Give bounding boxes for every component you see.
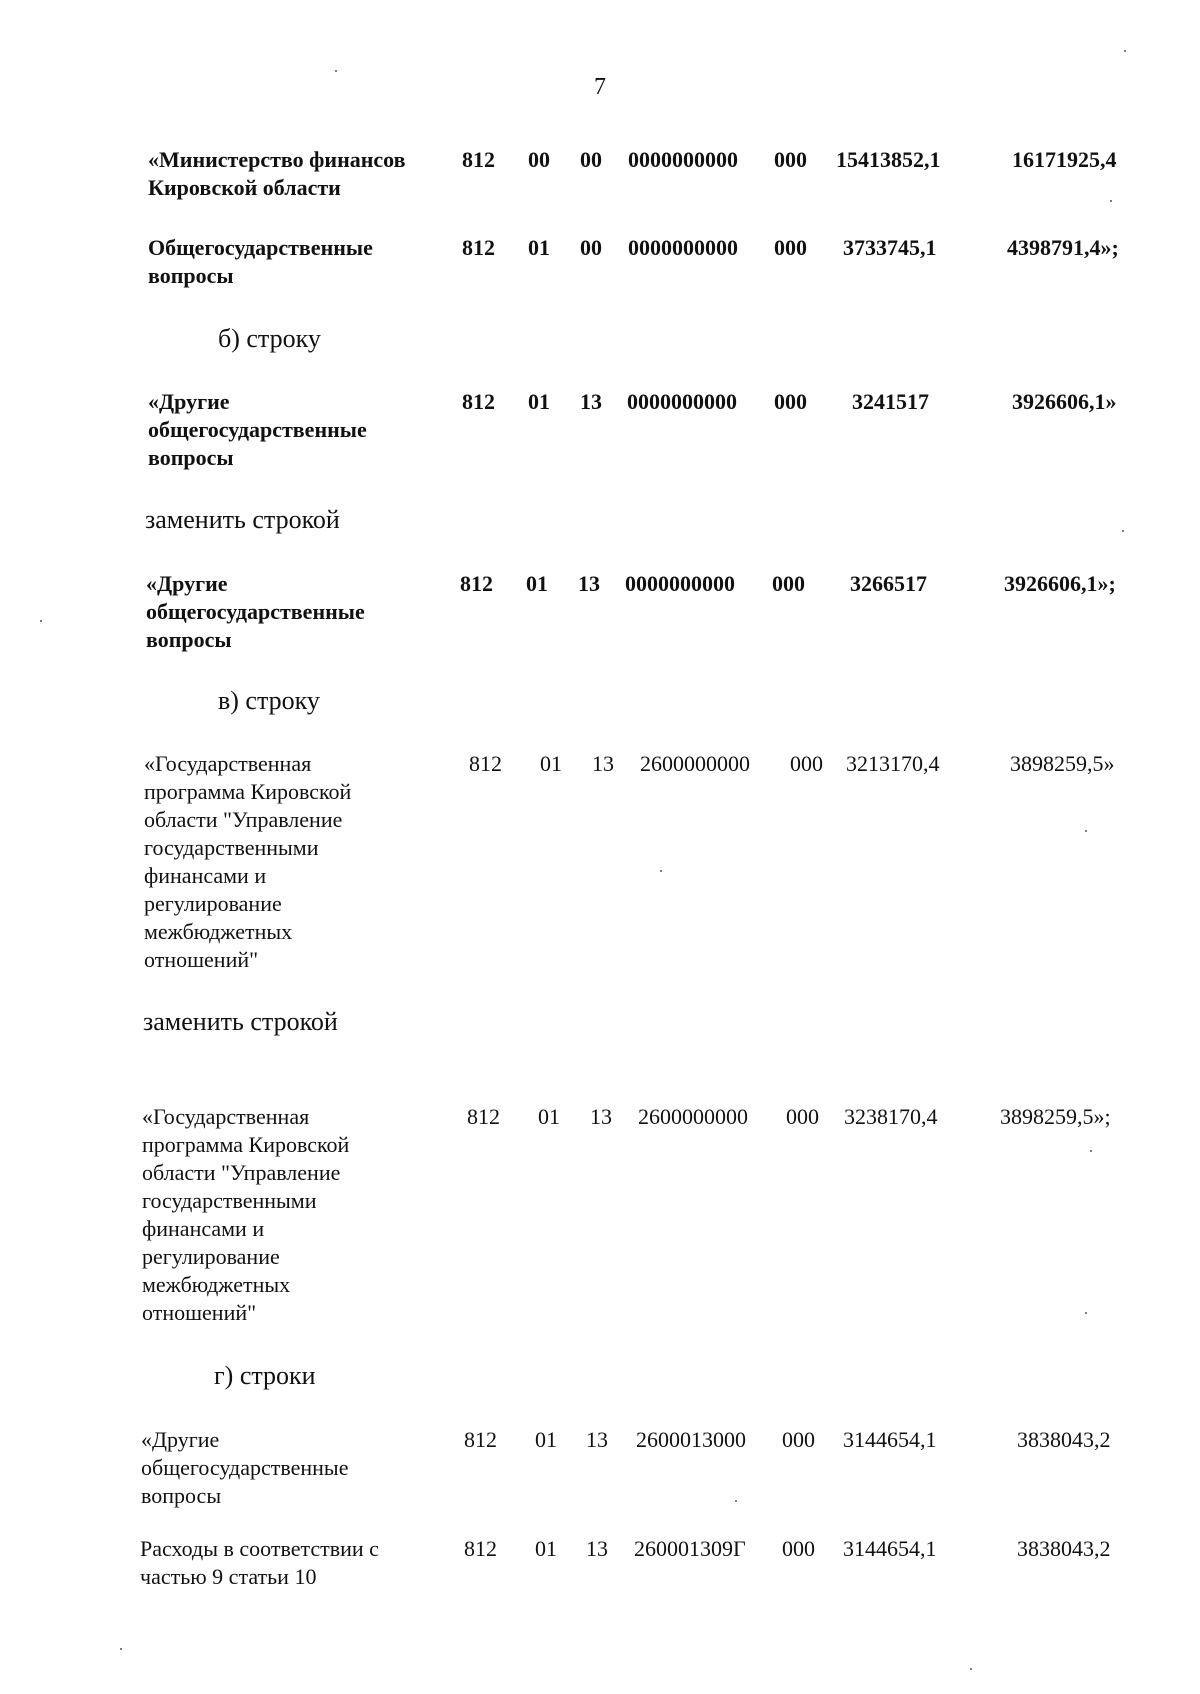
row-name: Общегосударственные вопросы — [148, 235, 373, 288]
row-sum2: 3926606,1» — [1012, 389, 1117, 414]
row-name: «Другие общегосударственные вопросы — [146, 571, 365, 652]
row-sum2: 3838043,2 — [1017, 1427, 1111, 1452]
row-sum1: 3266517 — [850, 571, 927, 596]
replace-label-b: заменить строкой — [145, 505, 340, 534]
row-grbs: 812 — [467, 1104, 500, 1129]
row-pr: 13 — [592, 751, 614, 776]
row-grbs: 812 — [469, 751, 502, 776]
row-vr: 000 — [774, 235, 807, 260]
row-csr: 2600000000 — [638, 1104, 748, 1129]
row-grbs: 812 — [460, 571, 493, 596]
row-grbs: 812 — [462, 147, 495, 172]
row-sum1: 3241517 — [852, 389, 929, 414]
row-pr: 13 — [580, 389, 602, 414]
row-rz: 01 — [535, 1536, 557, 1561]
scan-speck — [735, 1500, 737, 1502]
row-sum1: 3213170,4 — [846, 751, 940, 776]
section-heading-v: в) строку — [218, 686, 320, 715]
row-sum2: 3898259,5»; — [1000, 1104, 1111, 1129]
row-csr: 0000000000 — [625, 571, 735, 596]
row-vr: 000 — [782, 1427, 815, 1452]
scan-speck — [1122, 530, 1124, 532]
row-pr: 00 — [580, 147, 602, 172]
scan-speck — [970, 1668, 972, 1670]
row-pr: 13 — [586, 1536, 608, 1561]
row-csr: 0000000000 — [627, 389, 737, 414]
row-rz: 01 — [528, 235, 550, 260]
row-sum2: 3926606,1»; — [1004, 571, 1116, 596]
scan-speck — [1110, 200, 1112, 202]
page-number: 7 — [594, 74, 606, 100]
row-grbs: 812 — [464, 1427, 497, 1452]
row-rz: 01 — [535, 1427, 557, 1452]
row-name: Расходы в соответствии с частью 9 статьи 10 — [140, 1536, 379, 1589]
row-vr: 000 — [786, 1104, 819, 1129]
row-rz: 01 — [526, 571, 548, 596]
row-sum2: 3898259,5» — [1010, 751, 1115, 776]
row-name: «Государственная программа Кировской области "Управление государственными финансами и регулирование межбюджетных отношений" — [144, 751, 352, 972]
row-name: «Другие общегосударственные вопросы — [141, 1427, 349, 1508]
scan-speck — [1085, 830, 1087, 832]
scan-speck — [40, 620, 42, 622]
row-sum2: 4398791,4»; — [1007, 235, 1119, 260]
row-name: «Государственная программа Кировской области "Управление государственными финансами и регулирование межбюджетных отношений" — [142, 1104, 350, 1325]
row-rz: 00 — [528, 147, 550, 172]
row-sum1: 3238170,4 — [844, 1104, 938, 1129]
scan-speck — [1124, 50, 1126, 52]
row-vr: 000 — [782, 1536, 815, 1561]
row-rz: 01 — [528, 389, 550, 414]
section-heading-b: б) строку — [218, 324, 321, 353]
row-csr: 2600013000 — [636, 1427, 746, 1452]
row-csr: 2600000000 — [640, 751, 750, 776]
row-name: «Министерство финансов Кировской области — [148, 147, 406, 200]
row-sum1: 3144654,1 — [843, 1536, 937, 1561]
row-csr: 260001309Г — [634, 1536, 746, 1561]
row-sum1: 3733745,1 — [843, 235, 937, 260]
row-sum1: 15413852,1 — [836, 147, 941, 172]
scan-speck — [1090, 1150, 1092, 1152]
row-vr: 000 — [790, 751, 823, 776]
scan-speck — [120, 1648, 122, 1650]
row-sum2: 16171925,4 — [1012, 147, 1117, 172]
row-csr: 0000000000 — [628, 235, 738, 260]
scan-speck — [1085, 1312, 1087, 1314]
row-sum2: 3838043,2 — [1017, 1536, 1111, 1561]
row-vr: 000 — [774, 389, 807, 414]
row-grbs: 812 — [462, 389, 495, 414]
row-vr: 000 — [774, 147, 807, 172]
row-name: «Другие общегосударственные вопросы — [148, 389, 367, 470]
row-sum1: 3144654,1 — [843, 1427, 937, 1452]
scan-speck — [660, 870, 662, 872]
row-rz: 01 — [538, 1104, 560, 1129]
row-csr: 0000000000 — [628, 147, 738, 172]
row-vr: 000 — [772, 571, 805, 596]
row-pr: 13 — [590, 1104, 612, 1129]
row-pr: 13 — [578, 571, 600, 596]
row-pr: 13 — [586, 1427, 608, 1452]
row-pr: 00 — [580, 235, 602, 260]
replace-label-v: заменить строкой — [143, 1007, 338, 1036]
row-grbs: 812 — [462, 235, 495, 260]
section-heading-g: г) строки — [214, 1361, 316, 1390]
row-grbs: 812 — [464, 1536, 497, 1561]
scan-speck — [335, 70, 337, 72]
row-rz: 01 — [540, 751, 562, 776]
